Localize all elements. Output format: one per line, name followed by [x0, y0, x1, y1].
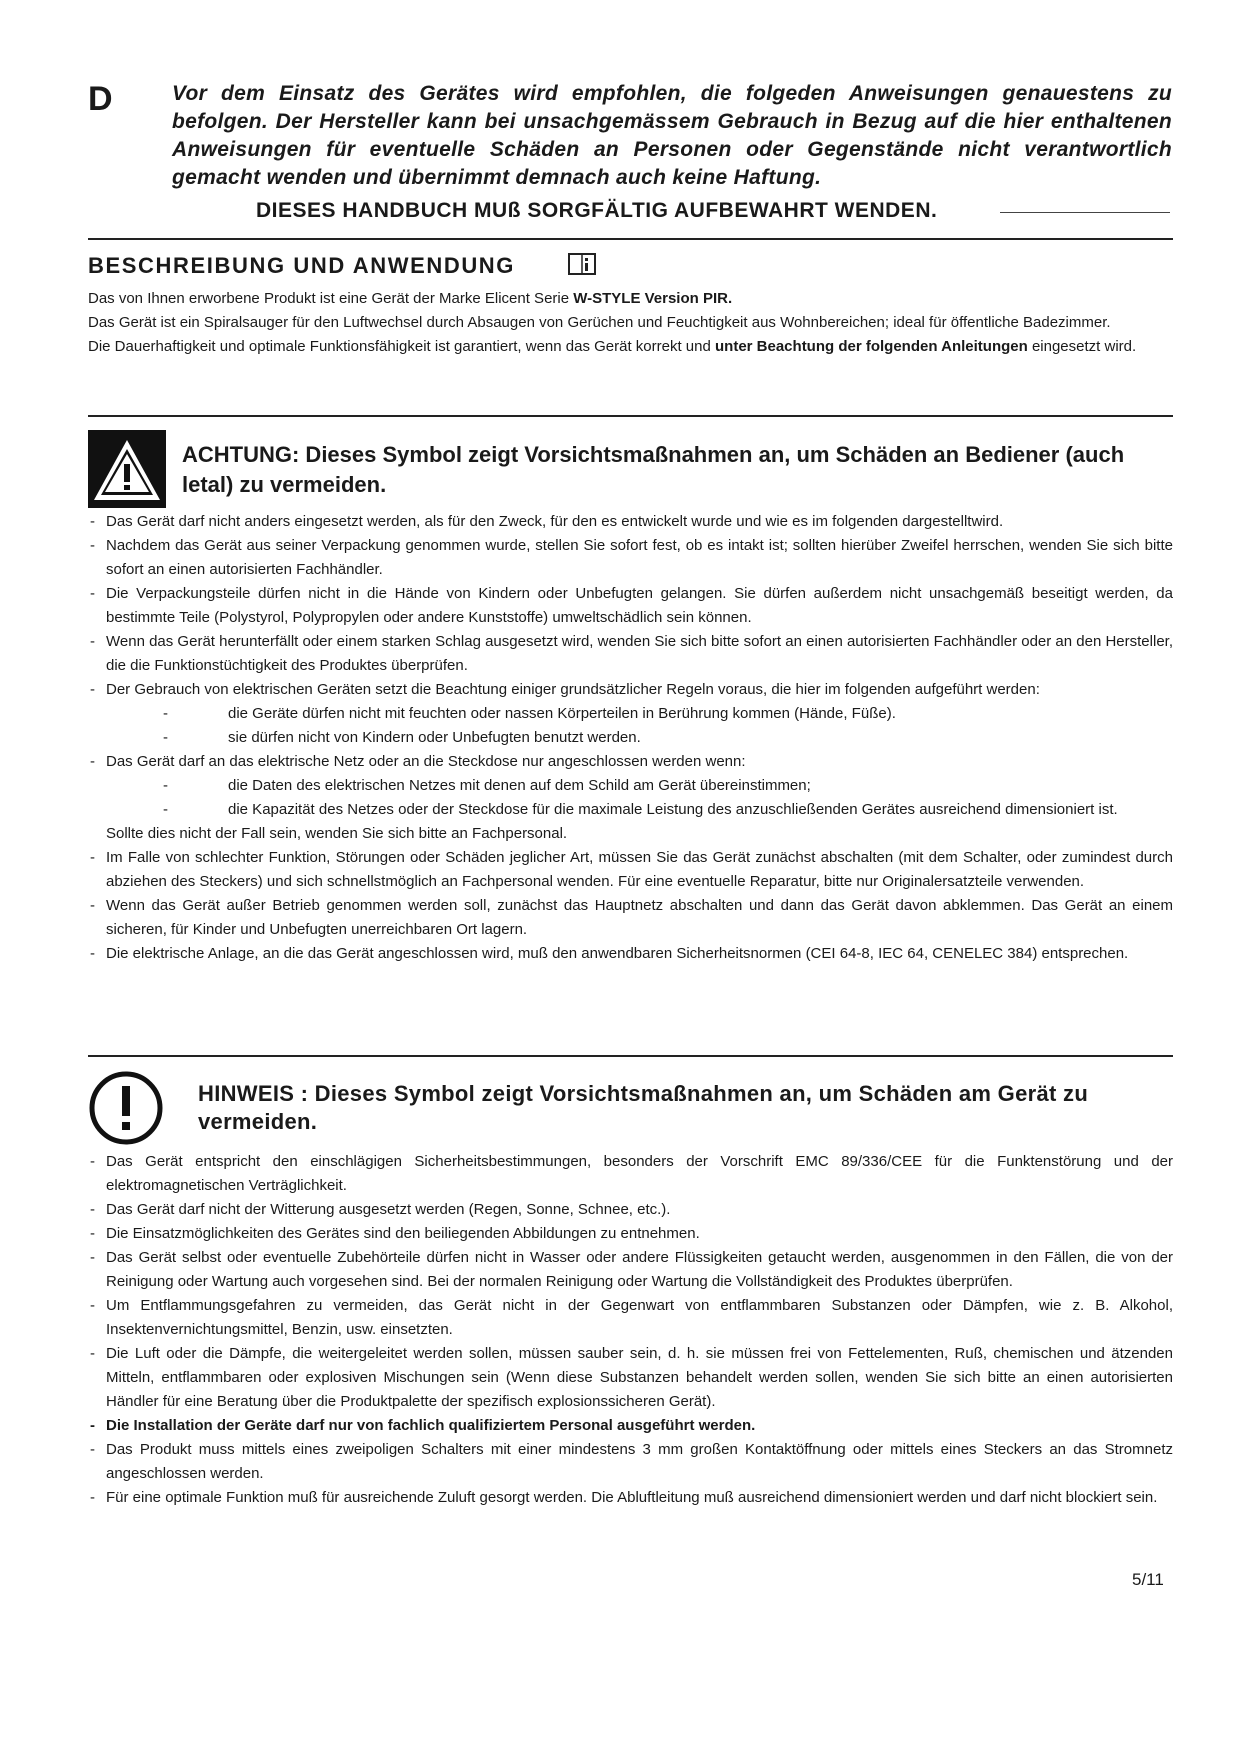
- list-item: - Das Gerät darf nicht anders eingesetzt werden, als für den Zweck, für den es entwickelt wurde und wie es im folgenden dargestelltwird.: [88, 510, 1173, 534]
- intro-text: Vor dem Einsatz des Gerätes wird empfohlen, die folgeden Anweisungen genauestens zu befolgen. Der Hersteller kann bei unsachgemässem Gebrauch in Bezug auf die hier enthaltenen Anweisungen für eventuelle Schäden an Personen oder Gegenstände nicht verantwortlich gemacht wenden und übernimmt demnach auch keine Haftung.: [172, 82, 1172, 189]
- divider: [88, 1055, 1173, 1057]
- list-item: - Die Verpackungsteile dürfen nicht in die Hände von Kindern oder Unbefugten gelangen. Sie dürfen außerdem nicht unsachgemäß beseitigt werden, da bestimmte Teile (Polystyrol, Polypropylen oder andere Kunststoffe) umweltschädlich sein können.: [88, 582, 1173, 630]
- list-item: - Wenn das Gerät herunterfällt oder einem starken Schlag ausgesetzt wird, wenden Sie sich bitte sofort an einen autorisierten Fachhändler oder an den Hersteller, die die Funktionstüchtigkeit des Produktes überprüfen.: [88, 630, 1173, 678]
- description-p2: Das Gerät ist ein Spiralsauger für den Luftwechsel durch Absaugen von Gerüchen und Feuchtigkeit aus Wohnbereichen; ideal für öffentliche Badezimmer.: [88, 314, 1111, 331]
- list-item: - Um Entflammungsgefahren zu vermeiden, das Gerät nicht in der Gegenwart von entflammbaren Substanzen oder Dämpfen, wie z. B. Alkohol, Insektenvernichtungsmittel, Benzin, usw. einsetzten.: [88, 1294, 1173, 1342]
- list-item: - Das Gerät selbst oder eventuelle Zubehörteile dürfen nicht in Wasser oder andere Flüssigkeiten getaucht werden, ausgenommen in den Fällen, die von der Reinigung oder Wartung auch vorgesehen sind. Bei der normalen Reinigung oder Wartung die Vollständigkeit des Produktes überprüfen.: [88, 1246, 1173, 1294]
- list-item: - Für eine optimale Funktion muß für ausreichende Zuluft gesorgt werden. Die Abluftleitung muß ausreichend dimensioniert werden und darf nicht blockiert sein.: [88, 1486, 1173, 1510]
- divider: [88, 415, 1173, 417]
- description-p1: Das von Ihnen erworbene Produkt ist eine Gerät der Marke Elicent Serie W-STYLE Version PIR.: [88, 290, 733, 307]
- divider: [88, 238, 1173, 240]
- list-item: - Die Einsatzmöglichkeiten des Gerätes sind den beiliegenden Abbildungen zu entnehmen.: [88, 1222, 1173, 1246]
- description-block: [88, 287, 1173, 359]
- section-title: BESCHREIBUNG UND ANWENDUNG: [88, 253, 516, 278]
- page-number: 5/11: [1132, 1570, 1164, 1589]
- list-item: - Die Installation der Geräte darf nur von fachlich qualifiziertem Personal ausgeführt werden.: [88, 1414, 1173, 1438]
- warning-triangle-icon: [88, 430, 166, 508]
- list-subitem: - die Kapazität des Netzes oder der Steckdose für die maximale Leistung des anzuschließenden Gerätes ausreichend dimensioniert ist.: [88, 798, 1173, 822]
- list-item: - Das Gerät entspricht den einschlägigen Sicherheitsbestimmungen, besonders der Vorschrift EMC 89/336/CEE für die Funktenstörung und der elektromagnetischen Verträglichkeit.: [88, 1150, 1173, 1198]
- list-item: - Der Gebrauch von elektrischen Geräten setzt die Beachtung einiger grundsätzlicher Regeln voraus, die hier im folgenden aufgeführt werden:: [88, 678, 1173, 702]
- description-p3: Die Dauerhaftigkeit und optimale Funktionsfähigkeit ist garantiert, wenn das Gerät korrekt und unter Beachtung der folgenden Anleitungen eingesetzt wird.: [88, 338, 1137, 355]
- keep-manual-notice: DIESES HANDBUCH MUß SORGFÄLTIG AUFBEWAHRT WENDEN.: [256, 199, 938, 222]
- keep-line: [1000, 212, 1170, 213]
- list-item: - Nachdem das Gerät aus seiner Verpackung genommen wurde, stellen Sie sofort fest, ob es intakt ist; sollten hierüber Zweifel herrschen, wenden Sie sich bitte sofort an einen autorisierten Fachhändler.: [88, 534, 1173, 582]
- exclamation-circle-icon: [88, 1070, 164, 1146]
- list-subitem: - die Geräte dürfen nicht mit feuchten oder nassen Körperteilen in Berührung kommen (Hände, Füße).: [88, 702, 1173, 726]
- list-item: - Die Luft oder die Dämpfe, die weitergeleitet werden sollen, müssen sauber sein, d. h. sie müssen frei von Fettelementen, Ruß, chemischen und ätzenden Mitteln, entflammbaren oder explosiven Mischungen sein (Wenn diese Substanzen behandelt werden sollen, wenden Sie sich bitte an einen autorisierten Händler für eine Beratung über die Produktpalette der spezifisch explosionssicheren Gerät).: [88, 1342, 1173, 1414]
- list-subitem: - die Daten des elektrischen Netzes mit denen auf dem Schild am Gerät übereinstimmen;: [88, 774, 1173, 798]
- list-item: - Das Gerät darf nicht der Witterung ausgesetzt werden (Regen, Sonne, Schnee, etc.).: [88, 1198, 1173, 1222]
- warning-list: [88, 510, 1173, 966]
- warning-heading: ACHTUNG: Dieses Symbol zeigt Vorsichtsmaßnahmen an, um Schäden an Bediener (auch letal) zu vermeiden.: [182, 442, 1125, 497]
- notice-list: [88, 1150, 1173, 1510]
- list-subitem: - sie dürfen nicht von Kindern oder Unbefugten benutzt werden.: [88, 726, 1173, 750]
- list-item: - Die elektrische Anlage, an die das Gerät angeschlossen wird, muß den anwendbaren Sicherheitsnormen (CEI 64-8, IEC 64, CENELEC 384) entsprechen.: [88, 942, 1173, 966]
- notice-heading: HINWEIS : Dieses Symbol zeigt Vorsichtsmaßnahmen an, um Schäden am Gerät zu vermeiden.: [198, 1081, 1089, 1134]
- book-icon: [568, 252, 596, 276]
- language-code: D: [88, 80, 113, 118]
- list-item: - Wenn das Gerät außer Betrieb genommen werden soll, zunächst das Hauptnetz abschalten und dann das Gerät davon abklemmen. Das Gerät an einem sicheren, für Kinder und Unbefugten unerreichbaren Ort lagern.: [88, 894, 1173, 942]
- list-note: Sollte dies nicht der Fall sein, wenden Sie sich bitte an Fachpersonal.: [106, 825, 568, 842]
- list-item: - Das Gerät darf an das elektrische Netz oder an die Steckdose nur angeschlossen werden wenn:: [88, 750, 1173, 774]
- list-item: - Das Produkt muss mittels eines zweipoligen Schalters mit einer mindestens 3 mm großen Kontaktöffnung oder mittels eines Steckers an das Stromnetz angeschlossen werden.: [88, 1438, 1173, 1486]
- list-item: - Im Falle von schlechter Funktion, Störungen oder Schäden jeglicher Art, müssen Sie das Gerät zunächst abschalten (mit dem Schalter, oder zumindest durch abziehen des Steckers) und sich schnellstmöglich an Fachpersonal wenden. Für eine eventuelle Reparatur, bitte nur Originalersatzteile verwenden.: [88, 846, 1173, 894]
